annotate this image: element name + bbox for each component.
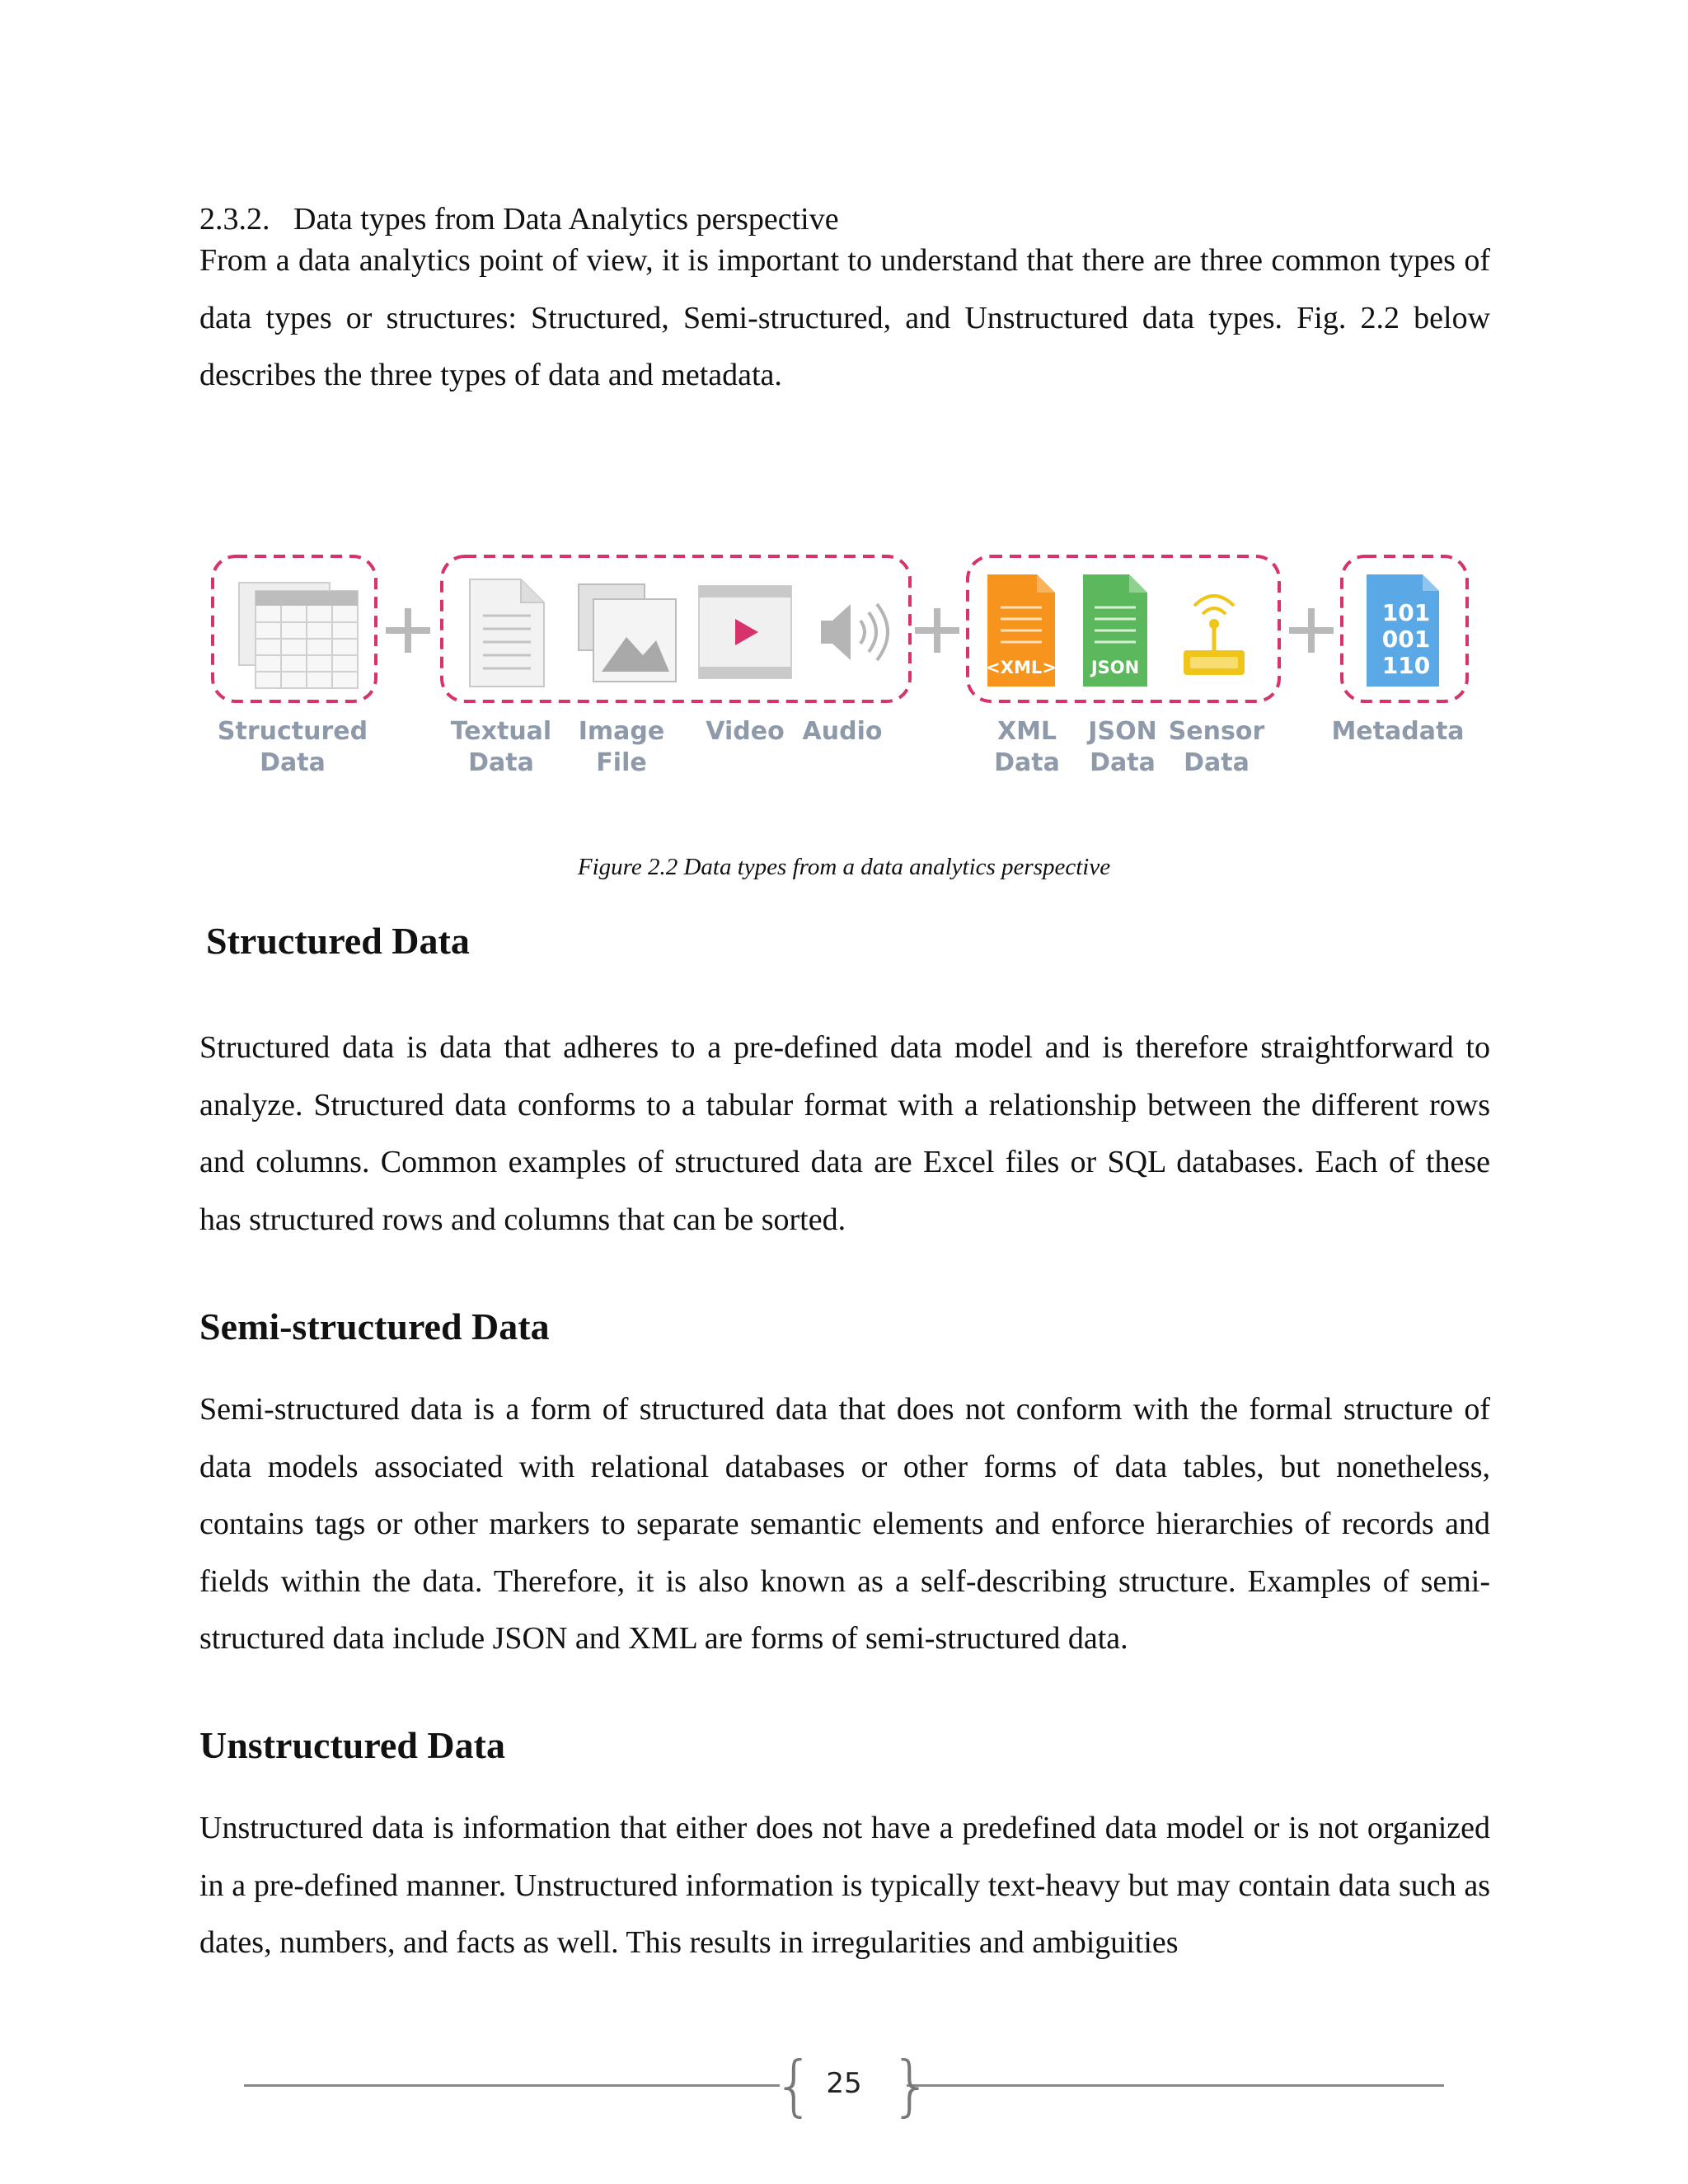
xml-badge: <XML> [986, 658, 1057, 677]
paragraph-line: Unstructured data is information that either does not have a predefined data model or is not [199, 1811, 1359, 1845]
footer-rule-right [907, 2084, 1444, 2087]
page-number: 25 [826, 2067, 862, 2100]
video-icon [699, 586, 791, 678]
intro-line: of data types or structures: Structured, Semi-structured, and Unstructured data types. Fig. 2.2 [199, 243, 1491, 335]
figure-label: Data [994, 748, 1060, 777]
figure-label: Data [1184, 748, 1250, 777]
binary-line: 110 [1381, 652, 1431, 679]
figure-label: Data [260, 748, 326, 777]
paragraph-line: and fields within the data. Therefore, it is also known as a self-describing structure. Examples of [199, 1507, 1490, 1599]
paragraph-line: Structured data is data that adheres to a pre-defined data model and is therefore straightforward to [199, 1030, 1490, 1065]
footer-rule-left [244, 2084, 780, 2087]
structured-paragraph [199, 1019, 1490, 1249]
speaker-icon [821, 604, 888, 660]
plus-icon [1289, 608, 1334, 653]
figure-label: Sensor [1168, 717, 1265, 746]
semi-structured-heading: Semi-structured Data [199, 1305, 550, 1347]
image-icon [579, 584, 676, 682]
plus-icon [915, 608, 959, 653]
figure-label: Structured [217, 717, 368, 746]
section-number: 2.3.2. [199, 202, 270, 237]
figure-label: XML [996, 717, 1057, 746]
paragraph-line: contains tags or other markers to separate semantic elements and enforce hierarchies of records [199, 1507, 1434, 1541]
semi-structured-paragraph [199, 1381, 1490, 1668]
figure-label: Audio [802, 717, 883, 746]
figure-caption: Figure 2.2 Data types from a data analytics perspective [577, 854, 1111, 880]
sensor-icon [1184, 596, 1245, 675]
structured-heading: Structured Data [206, 920, 470, 962]
paragraph-line: organized in a pre-defined manner. Unstructured information is typically text-heavy but may [199, 1811, 1491, 1903]
figure-label: Video [706, 717, 785, 746]
paragraph-line: Semi-structured data is a form of structured data that does not conform with the formal structure [199, 1392, 1454, 1427]
figure-label: Image [578, 717, 665, 746]
figure-label: JSON [1088, 717, 1157, 746]
paragraph-line: rows and columns. Common examples of structured data are Excel files or SQL databases. Each [199, 1087, 1490, 1179]
plus-icon [386, 608, 430, 653]
unstructured-heading: Unstructured Data [199, 1724, 505, 1766]
json-file-icon [1083, 574, 1147, 687]
intro-line: below describes the three types of data and metadata. [199, 300, 1491, 392]
figure-label: Data [468, 748, 534, 777]
binary-file-icon [1367, 574, 1439, 687]
figure-label: Data [1090, 748, 1156, 777]
table-icon [239, 583, 358, 688]
intro-paragraph [199, 232, 1490, 405]
data-types-figure [198, 540, 1500, 804]
figure-label: Textual [450, 717, 552, 746]
json-badge: JSON [1090, 658, 1140, 677]
left-brace-icon: { [773, 2047, 815, 2124]
xml-file-icon [986, 574, 1057, 687]
paragraph-line: semi-structured data include JSON and XML are forms of semi-structured data. [199, 1563, 1491, 1656]
text-document-icon [470, 579, 544, 687]
unstructured-paragraph [199, 1800, 1490, 1972]
figure-label: File [596, 748, 647, 777]
paragraph-line: of these has structured rows and columns that can be sorted. [199, 1145, 1491, 1237]
paragraph-line: contain data such as dates, numbers, and facts as well. This results in irregularities and ambiguities [199, 1868, 1491, 1960]
figure-label: Metadata [1331, 717, 1465, 746]
section-title: Data types from Data Analytics perspective [293, 202, 839, 237]
paragraph-line: analyze. Structured data conforms to a tabular format with a relationship between the different [199, 1087, 1419, 1122]
binary-line: 101 [1381, 599, 1431, 626]
paragraph-line: of data models associated with relational databases or other forms of data tables, but nonetheless, [199, 1392, 1490, 1484]
intro-line: From a data analytics point of view, it is important to understand that there are three common types [199, 243, 1456, 278]
figure-graphic [198, 540, 1500, 804]
binary-line: 001 [1381, 626, 1431, 653]
right-brace-icon: } [890, 2047, 932, 2124]
